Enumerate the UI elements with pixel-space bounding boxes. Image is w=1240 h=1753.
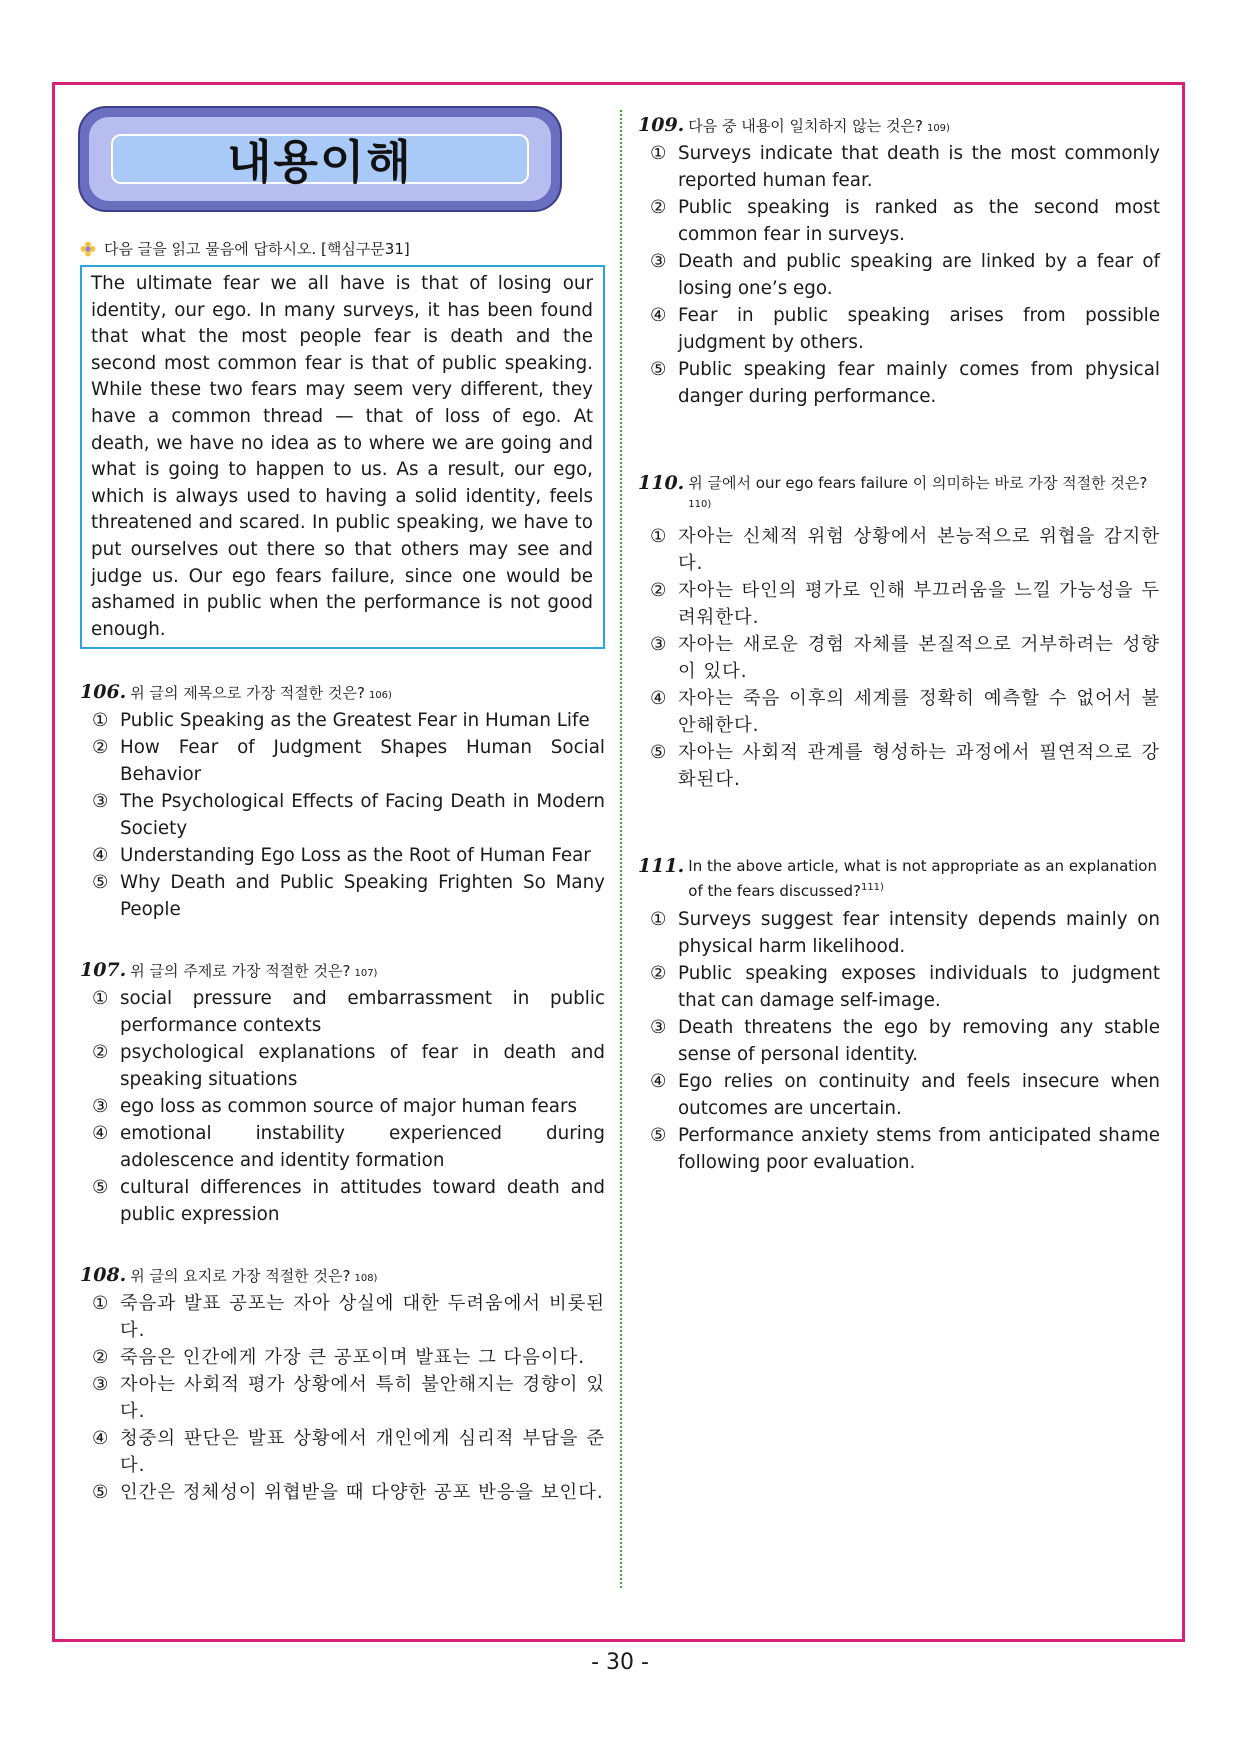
instruction-text: 다음 글을 읽고 물음에 답하시오. [핵심구문31] xyxy=(104,240,410,258)
question-number: 110. xyxy=(638,472,685,494)
question-107 xyxy=(80,959,605,1228)
question-number: 107. xyxy=(80,959,127,982)
question-109 xyxy=(638,114,1160,410)
option[interactable]: ② psychological explanations of fear in death and speaking situations xyxy=(92,1042,605,1091)
option[interactable]: ④ emotional instability experienced during adolescence and identity formation xyxy=(92,1123,605,1172)
footnote-ref: 109) xyxy=(926,123,950,134)
option[interactable]: ③ 자아는 사회적 평가 상황에서 특히 불안해지는 경향이 있다. xyxy=(92,1374,605,1423)
option[interactable]: ③ 자아는 새로운 경험 자체를 본질적으로 거부하려는 성향이 있다. xyxy=(650,634,1160,682)
column-divider xyxy=(620,110,622,1588)
question-number: 108. xyxy=(80,1264,127,1287)
footnote-ref: 110) xyxy=(688,499,712,510)
question-text: 다음 중 내용이 일치하지 않는 것은? xyxy=(688,117,923,135)
section-title-banner xyxy=(80,108,560,210)
footnote-ref: 108) xyxy=(354,1273,378,1285)
question-header xyxy=(638,855,1160,902)
question-header xyxy=(638,114,1160,136)
option[interactable]: ④ Fear in public speaking arises from possible judgment by others. xyxy=(650,305,1160,353)
option[interactable]: ① 자아는 신체적 위험 상황에서 본능적으로 위협을 감지한다. xyxy=(650,526,1160,574)
option[interactable]: ⑤ 자아는 사회적 관계를 형성하는 과정에서 필연적으로 강화된다. xyxy=(650,742,1160,790)
option[interactable]: ③ Death threatens the ego by removing any stable sense of personal identity. xyxy=(650,1017,1160,1065)
question-number: 111. xyxy=(638,855,685,877)
option[interactable]: ⑤ Public speaking fear mainly comes from physical danger during performance. xyxy=(650,359,1160,407)
option[interactable]: ① Public Speaking as the Greatest Fear in Human Life xyxy=(92,710,590,732)
question-text: 위 글의 주제로 가장 적절한 것은? xyxy=(130,962,351,981)
option[interactable]: ④ 청중의 판단은 발표 상황에서 개인에게 심리적 부담을 준다. xyxy=(92,1428,605,1477)
question-text: 위 글의 제목으로 가장 적절한 것은? xyxy=(130,684,365,703)
left-column xyxy=(80,108,605,1506)
option[interactable]: ① Surveys indicate that death is the most commonly reported human fear. xyxy=(650,143,1160,191)
option[interactable]: ⑤ Performance anxiety stems from anticipated shame following poor evaluation. xyxy=(650,1125,1160,1173)
option[interactable]: ③ The Psychological Effects of Facing Death in Modern Society xyxy=(92,791,605,840)
option[interactable]: ⑤ cultural differences in attitudes toward death and public expression xyxy=(92,1177,605,1226)
option[interactable]: ① Surveys suggest fear intensity depends mainly on physical harm likelihood. xyxy=(650,909,1160,957)
option[interactable]: ③ ego loss as common source of major human fears xyxy=(92,1096,578,1118)
footnote-ref: 111) xyxy=(860,882,884,893)
option[interactable]: ⑤ Why Death and Public Speaking Frighten So Many People xyxy=(92,872,605,921)
question-header xyxy=(80,959,605,981)
question-110 xyxy=(638,472,1160,793)
question-header xyxy=(638,472,1160,519)
page-number: - 30 - xyxy=(591,1650,649,1675)
page-title: 내용이해 xyxy=(227,135,413,189)
option[interactable]: ④ 자아는 죽음 이후의 세계를 정확히 예측할 수 없어서 불안해한다. xyxy=(650,688,1160,736)
option[interactable]: ⑤ 인간은 정체성이 위협받을 때 다양한 공포 반응을 보인다. xyxy=(92,1482,604,1504)
option[interactable]: ① social pressure and embarrassment in public performance contexts xyxy=(92,988,605,1037)
right-column xyxy=(638,114,1160,1176)
option[interactable]: ② Public speaking is ranked as the second most common fear in surveys. xyxy=(650,197,1160,245)
option[interactable]: ② 자아는 타인의 평가로 인해 부끄러움을 느낄 가능성을 두려워한다. xyxy=(650,580,1160,628)
question-111 xyxy=(638,855,1160,1176)
question-text: 위 글의 요지로 가장 적절한 것은? xyxy=(130,1267,351,1286)
option[interactable]: ④ Understanding Ego Loss as the Root of Human Fear xyxy=(92,845,591,867)
question-number: 106. xyxy=(80,681,127,704)
option[interactable]: ② 죽음은 인간에게 가장 큰 공포이며 발표는 그 다음이다. xyxy=(92,1347,586,1369)
footnote-ref: 106) xyxy=(368,690,392,702)
footnote-ref: 107) xyxy=(354,968,378,980)
flower-icon xyxy=(80,241,96,257)
option[interactable]: ② Public speaking exposes individuals to judgment that can damage self-image. xyxy=(650,963,1160,1011)
instruction xyxy=(80,238,605,259)
option[interactable]: ② How Fear of Judgment Shapes Human Social Behavior xyxy=(92,737,605,786)
question-text: In the above article, what is not appropriate as an explanation of the fears discussed? xyxy=(688,857,1157,900)
option[interactable]: ③ Death and public speaking are linked by a fear of losing one’s ego. xyxy=(650,251,1160,299)
reading-passage: The ultimate fear we all have is that of losing our identity, our ego. In many surveys, it has been found that what the most people fear is death and the second most common fear is that of public speaking. While these two fears may seem very different, they have a common thread — that of loss of ego. At death, we have no idea as to where we are going and what is going to happen to us. As a result, our ego, which is always used to having a solid identity, feels threatened and scared. In public speaking, we have to put ourselves out there so that others may see and judge us. Our ego fears failure, since one would be ashamed in public when the performance is not good enough. xyxy=(80,265,605,649)
option[interactable]: ① 죽음과 발표 공포는 자아 상실에 대한 두려움에서 비롯된다. xyxy=(92,1293,605,1342)
question-text: 위 글에서 our ego fears failure 이 의미하는 바로 가장 적절한 것은? xyxy=(688,474,1148,492)
option[interactable]: ④ Ego relies on continuity and feels insecure when outcomes are uncertain. xyxy=(650,1071,1160,1119)
question-header xyxy=(80,681,605,703)
question-106 xyxy=(80,681,605,923)
question-header xyxy=(80,1264,605,1286)
question-number: 109. xyxy=(638,114,685,136)
question-108 xyxy=(80,1264,605,1506)
